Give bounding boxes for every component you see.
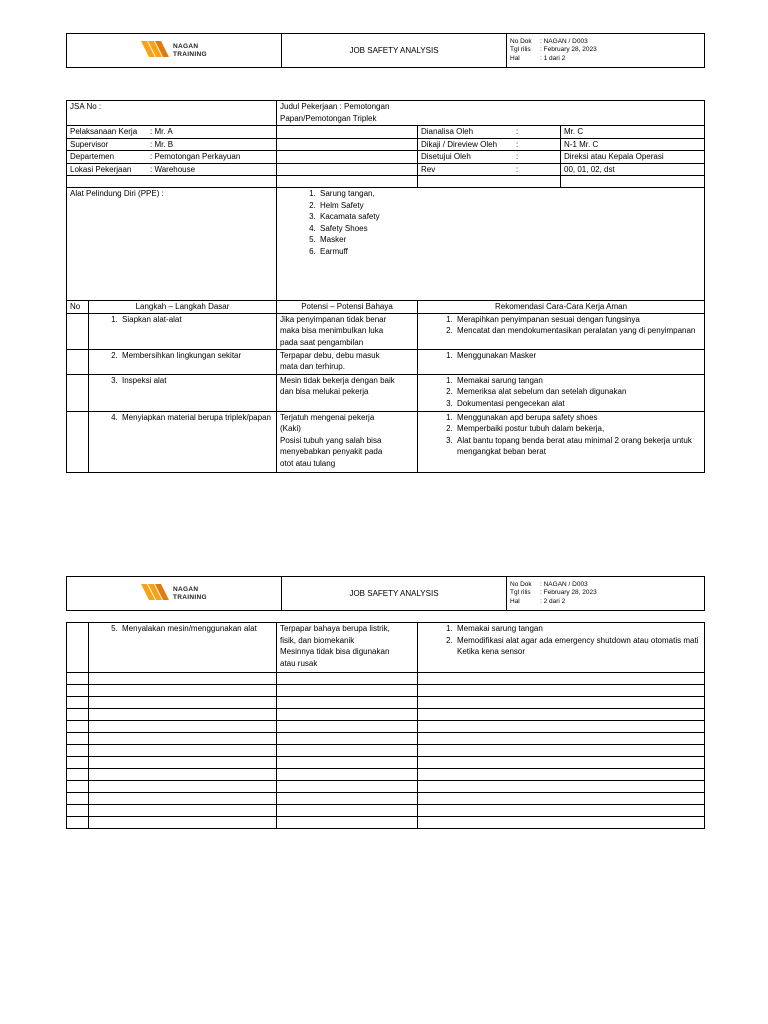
hazard-line: atau rusak: [280, 658, 318, 668]
jsa-continuation-table: [66, 622, 705, 829]
ppe-label: Alat Pelindung Diri (PPE) :: [67, 188, 277, 301]
step-text: 1. Siapkan alat-alat: [120, 314, 273, 326]
table-row: [67, 374, 705, 411]
supervisor: [67, 138, 277, 151]
hazard-line: Mesin tidak bekerja dengan baik: [280, 375, 395, 385]
lokasi-label: Lokasi Pekerjaan: [70, 164, 132, 174]
tgl-rilis-label: Tgl rilis: [510, 589, 531, 597]
step-text: 4. Menyiapkan material berupa triplek/papan: [120, 412, 273, 424]
document-meta: [507, 34, 705, 68]
col-rekomendasi: Rekomendasi Cara-Cara Kerja Aman: [418, 301, 705, 314]
logo-line-2: TRAINING: [173, 593, 207, 601]
empty-row: [67, 733, 705, 745]
jsa-no: JSA No :: [67, 101, 277, 126]
disetujui-value: Direksi atau Kepala Operasi: [561, 151, 705, 164]
disetujui-oleh: Disetujui Oleh :: [418, 151, 561, 164]
col-no: No: [67, 301, 89, 314]
recommendation: 1. Memakai sarung tangan: [455, 375, 701, 387]
no-dok-label: No Dok: [510, 580, 532, 588]
ppe-item: 3. Kacamata safety: [318, 211, 701, 223]
hazard-line: dan bisa melukai pekerja: [280, 387, 369, 396]
empty-row: [67, 781, 705, 793]
hal-value: : 1 dari 2: [540, 54, 566, 62]
lokasi-pekerjaan: [67, 163, 277, 176]
hazard-line: Jika penyimpanan tidak benar: [280, 314, 387, 324]
rev-value: 00, 01, 02, dst: [561, 163, 705, 176]
rev: Rev :: [418, 163, 561, 176]
supervisor-label: Supervisor: [70, 139, 109, 149]
hazard-line: otot atau tulang: [280, 458, 336, 468]
lokasi-value: : Warehouse: [150, 164, 196, 174]
recommendation: 2. Memodifikasi alat agar ada emergency shutdown atau otomatis mati Ketika kena sensor: [455, 635, 701, 658]
tgl-rilis-label: Tgl rilis: [510, 46, 531, 54]
col-langkah: Langkah – Langkah Dasar: [89, 301, 277, 314]
table-row: [67, 349, 705, 374]
document-title: JOB SAFETY ANALYSIS: [282, 34, 507, 68]
hal-value: : 2 dari 2: [540, 597, 566, 605]
document-title: JOB SAFETY ANALYSIS: [282, 577, 507, 611]
empty-row: [67, 721, 705, 733]
empty-row: [67, 685, 705, 697]
column-header-row: [67, 301, 705, 314]
departemen-value: : Pemotongan Perkayuan: [150, 152, 241, 161]
empty-row: [67, 793, 705, 805]
ppe-item: 2. Helm Safety: [318, 200, 701, 212]
document-header-page-2: [66, 576, 705, 611]
hazard-line: Posisi tubuh yang salah bisa: [280, 435, 382, 445]
dianalisa-label: Dianalisa Oleh: [421, 127, 474, 136]
dianalisa-oleh: Dianalisa Oleh :: [418, 126, 561, 139]
logo-icon: [141, 39, 171, 59]
ppe-item: 4. Safety Shoes: [318, 223, 701, 235]
rev-label: Rev: [421, 164, 436, 174]
logo-cell: [67, 577, 282, 611]
job-title: [277, 101, 705, 126]
logo-line-1: NAGAN: [173, 586, 199, 593]
departemen-label: Departemen: [70, 152, 115, 161]
empty-row: [67, 769, 705, 781]
hazard-line: (Kaki): [280, 424, 301, 433]
job-title-line-1: Judul Pekerjaan : Pemotongan: [280, 102, 390, 111]
step-text: 5. Menyalakan mesin/menggunakan alat: [120, 623, 273, 635]
no-dok-value: : NAGAN / D003: [540, 37, 588, 45]
hazard-line: pada saat pengambilan: [280, 337, 364, 347]
tgl-rilis-value: : February 28, 2023: [540, 589, 597, 597]
empty-row: [67, 817, 705, 829]
no-dok-value: : NAGAN / D003: [540, 580, 588, 588]
ppe-item: 1. Sarung tangan,: [318, 188, 701, 200]
recommendation: 2. Memperbaiki postur tubuh dalam bekerja,: [455, 423, 701, 435]
logo-line-2: TRAINING: [173, 50, 207, 58]
nagan-training-logo: [141, 39, 213, 61]
logo-cell: [67, 34, 282, 68]
col-potensi: Potensi – Potensi Bahaya: [277, 301, 418, 314]
hazard-line: menyebabkan penyakit pada: [280, 447, 383, 456]
no-dok-label: No Dok: [510, 37, 532, 45]
pelaksanaan-value: : Mr. A: [150, 127, 173, 136]
hazard-line: Mesinnya tidak bisa digunakan: [280, 647, 390, 656]
recommendation: 3. Alat bantu topang benda berat atau minimal 2 orang bekerja untuk mengangkat beban berat: [455, 435, 701, 458]
recommendation: 1. Merapihkan penyimpanan sesuai dengan fungsinya: [455, 314, 701, 326]
empty-row: [67, 745, 705, 757]
tgl-rilis-value: : February 28, 2023: [540, 46, 597, 54]
empty-row: [67, 697, 705, 709]
dikaji-value: N-1 Mr. C: [561, 138, 705, 151]
table-row: [67, 313, 705, 349]
disetujui-label: Disetujui Oleh: [421, 152, 471, 161]
hazard-line: Terjatuh mengenai pekerja: [280, 412, 375, 422]
job-title-line-2: Papan/Pemotongan Triplek: [280, 113, 377, 123]
empty-row: [67, 709, 705, 721]
nagan-training-logo: [141, 582, 213, 604]
ppe-list-cell: [277, 188, 705, 301]
hazard-line: maka bisa menimbulkan luka: [280, 326, 384, 335]
recommendation: 2. Mencatat dan mendokumentasikan peralatan yang di penyimpanan: [455, 325, 701, 337]
dikaji-label: Dikaji / Direview Oleh: [421, 139, 498, 149]
pelaksanaan-kerja: [67, 126, 277, 139]
ppe-item: 5. Masker: [318, 234, 701, 246]
hal-label: Hal: [510, 597, 520, 605]
recommendation: 2. Memeriksa alat sebelum dan setelah digunakan: [455, 386, 701, 398]
hazard-line: mata dan terhirup.: [280, 362, 345, 371]
ppe-item: 6. Earmuff: [318, 246, 701, 258]
step-text: 2. Membersihkan lingkungan sekitar: [120, 350, 273, 362]
jsa-main-table: [66, 100, 705, 473]
supervisor-value: : Mr. B: [150, 139, 174, 149]
departemen: [67, 151, 277, 164]
document-header-page-1: [66, 33, 705, 68]
hazard-line: fisik, dan biomekanik: [280, 635, 355, 645]
logo-line-1: NAGAN: [173, 43, 199, 50]
table-row: [67, 411, 705, 472]
recommendation: 1. Memakai sarung tangan: [455, 623, 701, 635]
recommendation: 3. Dokumentasi pengecekan alat: [455, 398, 701, 410]
logo-icon: [141, 582, 171, 602]
recommendation: 1. Menggunakan Masker: [455, 350, 701, 362]
ppe-list: [280, 188, 701, 257]
step-text: 3. Inspeksi alat: [120, 375, 273, 387]
document-meta: [507, 577, 705, 611]
empty-row: [67, 757, 705, 769]
empty-row: [67, 805, 705, 817]
empty-row: [67, 673, 705, 685]
hal-label: Hal: [510, 54, 520, 62]
dikaji-oleh: Dikaji / Direview Oleh :: [418, 138, 561, 151]
hazard-line: Terpapar bahaya berupa listrik,: [280, 624, 390, 633]
recommendation: 1. Menggunakan apd berupa safety shoes: [455, 412, 701, 424]
dianalisa-value: Mr. C: [561, 126, 705, 139]
pelaksanaan-label: Pelaksanaan Kerja: [70, 127, 138, 136]
hazard-line: Terpapar debu, debu masuk: [280, 350, 380, 360]
table-row: [67, 623, 705, 673]
